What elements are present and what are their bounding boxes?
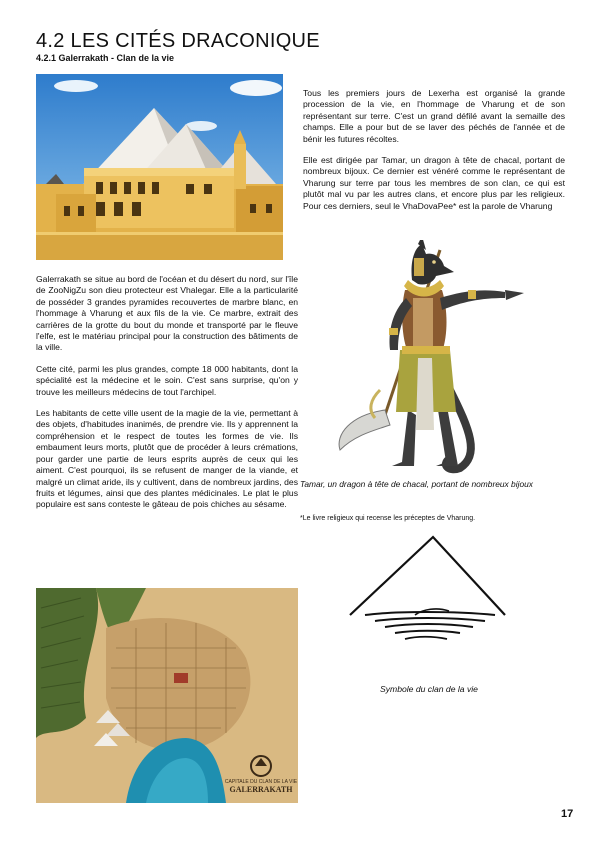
section-subtitle: 4.2.1 Galerrakath - Clan de la vie	[36, 53, 175, 63]
symbol-caption: Symbole du clan de la vie	[380, 684, 478, 694]
city-illustration	[36, 74, 283, 260]
jackal-dragon-illustration	[330, 240, 530, 475]
paragraph-location: Galerrakath se situe au bord de l'océan et du désert du nord, sur l'île de ZooNigZu son dieu protecteur est Vhalegar. Elle a la particularité de posséder 3 grandes pyramides recouvertes de marbre blanc, en l'hommage à Vharung et aux fils de la vie. Ce marbre, extrait des carrières de la grotte du bout du monde et transporté par le fleuve l'elfe, est le matériau principal pour la construction des bâtiments de la ville.	[36, 274, 298, 353]
right-column-text	[303, 88, 565, 222]
paragraph-population: Cette cité, parmi les plus grandes, compte 18 000 habitants, dont la spécialité est la médecine et le soin. C'est sans surprise, qu'on y trouve les meilleurs médecins de tout l'archipel.	[36, 363, 298, 397]
pyramid-wave-symbol	[345, 535, 510, 645]
city-map-illustration	[36, 588, 298, 803]
paragraph-inhabitants: Les habitants de cette ville usent de la magie de la vie, permettant à des objets, d'habitudes inanimés, de prendre vie. Ils y apprennent la compréhension et le respect de toutes les formes de vie. Ils embaument leurs morts, plutôt que de procéder à leurs crémations, pour garder une partie de leurs esprits auprès de ceux qui les aiment. C'est pourquoi, ils se refusent de manger de la viande, et malgré un climat aride, ils y cultivent, dans de nombreux jardins, des fruits et légumes, ainsi que des plantes médicinales. Le plat le plus populaire est sans conteste le gâteau de pois chiches au sésame.	[36, 408, 298, 510]
paragraph-tamar: Elle est dirigée par Tamar, un dragon à tête de chacal, portant de nombreux bijoux. Ce dernier est vénéré comme le représentant de Vharung sur terre par tous les membres de son clan, ce qui est plutôt mal vu par les autres clans, et encore plus par les religieux. Pour ces derniers, seul le VhaDovaPee* est la parole de Vharung	[303, 155, 565, 211]
map-label-top: CAPITALE DU CLAN DE LA VIE	[224, 779, 298, 785]
footnote: *Le livre religieux qui recense les préceptes de Vharung.	[300, 515, 476, 522]
map-label-name: GALERRAKATH	[229, 785, 293, 794]
left-column-text	[36, 274, 298, 521]
page-title: 4.2 LES CITÉS DRACONIQUE	[36, 30, 320, 52]
page-number: 17	[561, 808, 574, 820]
dragon-caption: Tamar, un dragon à tête de chacal, portant de nombreux bijoux	[300, 479, 533, 489]
paragraph-procession: Tous les premiers jours de Lexerha est organisé la grande procession de la vie, en l'hommage de Vharung et de son représentant sur terre. C'est un grand défilé avant la semaille des champs. Elle a pour but de se laver des péchés de l'année et de bénir les futures récoltes.	[303, 88, 565, 144]
